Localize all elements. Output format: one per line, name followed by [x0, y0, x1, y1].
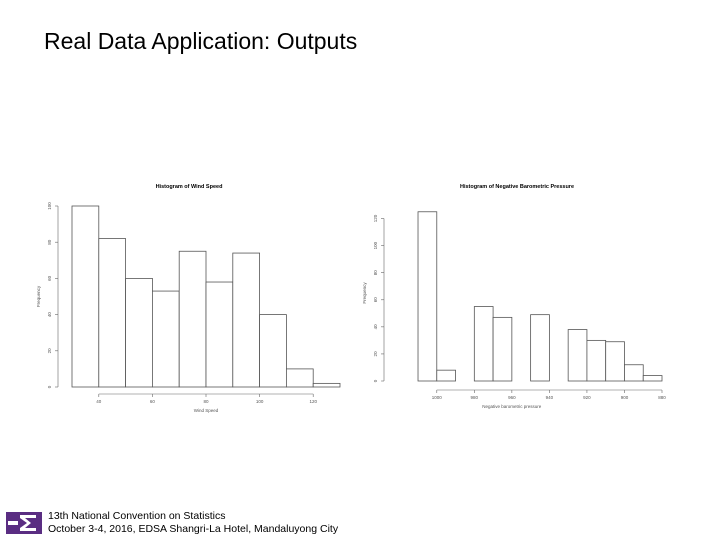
- histogram-bar: [206, 282, 233, 387]
- wind-speed-histogram: [28, 178, 350, 420]
- y-tick-label: 0: [47, 385, 52, 389]
- x-axis-label: Wind Speed: [193, 408, 219, 413]
- x-tick-label: 80: [203, 399, 209, 404]
- slide-title: Real Data Application: Outputs: [44, 28, 358, 54]
- footer-text: [48, 510, 338, 536]
- histogram-bar: [179, 251, 206, 387]
- x-tick-label: 960: [508, 395, 516, 400]
- x-tick-label: 880: [658, 395, 666, 400]
- footer-line-2: October 3-4, 2016, EDSA Shangri-La Hotel, Mandaluyong City: [48, 523, 339, 535]
- y-tick-label: 60: [373, 297, 378, 303]
- histogram-bar: [624, 365, 643, 381]
- histogram-bar: [233, 253, 260, 387]
- y-tick-label: 80: [373, 270, 378, 276]
- y-tick-label: 0: [373, 379, 378, 383]
- chart-title: Histogram of Wind Speed: [155, 184, 223, 190]
- histogram-bar: [126, 278, 153, 387]
- histogram-bar: [286, 369, 313, 387]
- histogram-bar: [568, 330, 587, 381]
- histogram-bar: [606, 342, 625, 381]
- y-tick-label: 100: [373, 241, 378, 250]
- y-tick-label: 80: [47, 239, 52, 245]
- x-tick-label: 980: [470, 395, 479, 400]
- y-tick-label: 40: [373, 324, 378, 330]
- x-tick-label: 60: [149, 399, 155, 404]
- x-tick-label: 100: [255, 399, 264, 404]
- x-tick-label: 940: [545, 395, 554, 400]
- footer: [0, 504, 720, 540]
- histogram-bar: [587, 340, 606, 381]
- y-tick-label: 20: [47, 348, 52, 354]
- histogram-bar: [493, 317, 512, 381]
- barometric-pressure-histogram: [362, 178, 672, 420]
- histogram-bar: [643, 376, 662, 381]
- histogram-bar: [99, 239, 126, 387]
- y-axis-label: Frequency: [36, 285, 41, 308]
- histogram-bar: [152, 291, 179, 387]
- y-tick-label: 60: [47, 275, 52, 281]
- y-axis-label: Frequency: [362, 282, 367, 304]
- histogram-bar: [418, 212, 437, 381]
- x-axis-label: Negative barometric pressure: [482, 404, 542, 409]
- histogram-bar: [474, 307, 493, 381]
- y-tick-label: 120: [373, 214, 378, 223]
- y-tick-label: 20: [373, 351, 378, 357]
- histogram-bar: [437, 370, 456, 381]
- histogram-bar: [72, 206, 99, 387]
- x-tick-label: 1000: [431, 395, 442, 400]
- footer-line-1: 13th National Convention on Statistics: [48, 510, 226, 522]
- histogram-bar: [531, 315, 550, 381]
- y-tick-label: 100: [47, 202, 52, 210]
- x-tick-label: 40: [96, 399, 102, 404]
- x-tick-label: 900: [620, 395, 629, 400]
- histogram-bar: [313, 383, 340, 387]
- x-tick-label: 120: [309, 399, 317, 404]
- convention-logo-icon: [6, 512, 42, 534]
- x-tick-label: 920: [583, 395, 591, 400]
- histogram-bar: [260, 315, 287, 387]
- y-tick-label: 40: [47, 312, 52, 318]
- chart-title: Histogram of Negative Barometric Pressure: [459, 184, 575, 190]
